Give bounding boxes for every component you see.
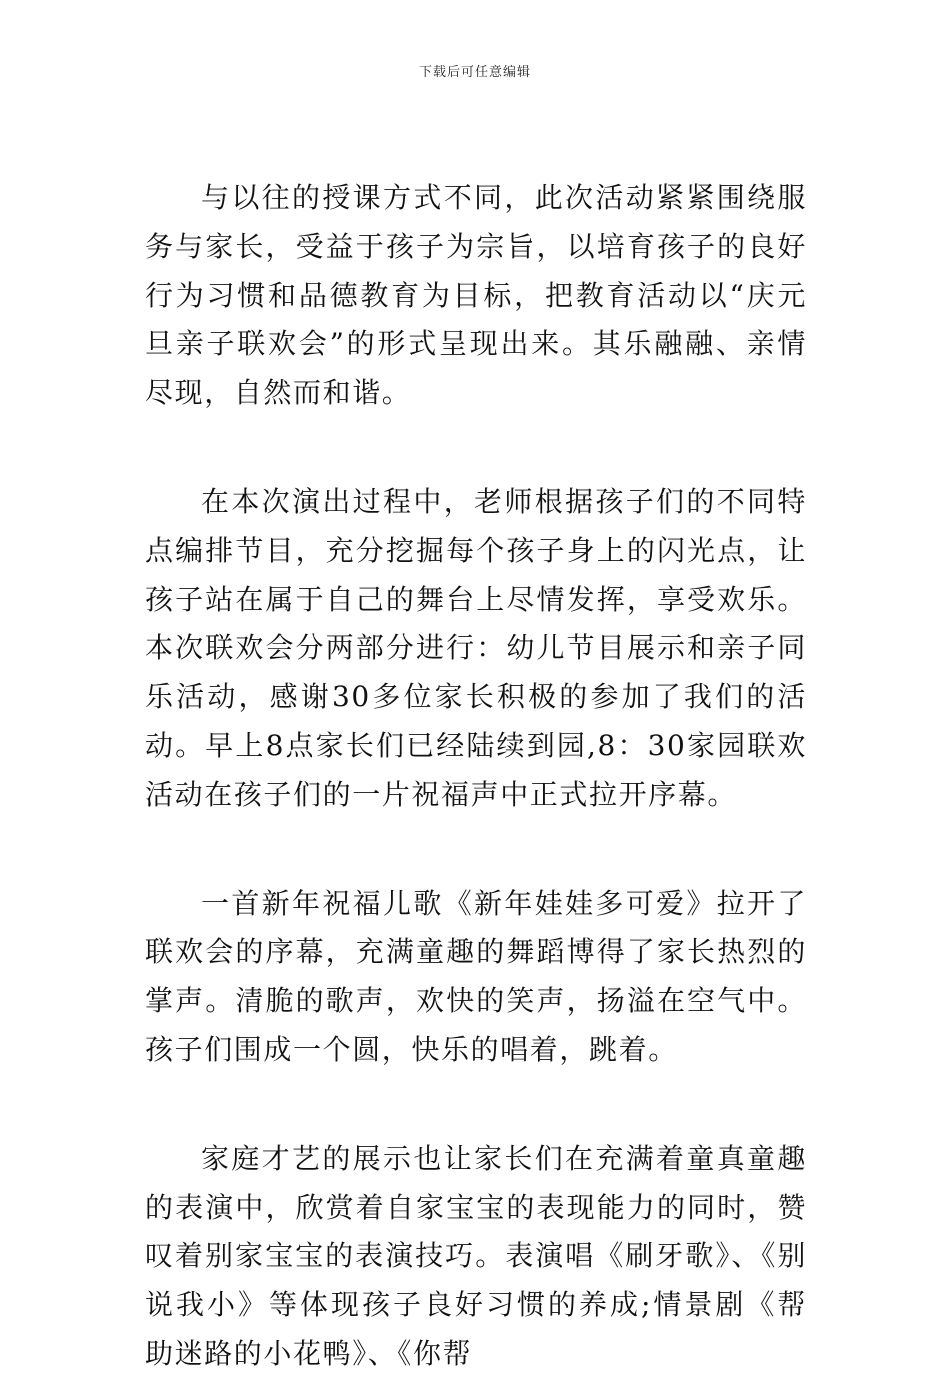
paragraph-3: 一首新年祝福儿歌《新年娃娃多可爱》拉开了联欢会的序幕，充满童趣的舞蹈博得了家长热烈的掌声。清脆的歌声，欢快的笑声，扬溢在空气中。孩子们围成一个圆，快乐的唱着，跳着。 [145,886,807,1066]
paragraph-1: 与以往的授课方式不同，此次活动紧紧围绕服务与家长，受益于孩子为宗旨，以培育孩子的良好行为习惯和品德教育为目标，把教育活动以“庆元旦亲子联欢会”的形式呈现出来。其乐融融、亲情尽现，自然而和谐。 [145,181,807,410]
paragraph-2: 在本次演出过程中，老师根据孩子们的不同特点编排节目，充分挖掘每个孩子身上的闪光点，让孩子站在属于自己的舞台上尽情发挥，享受欢乐。本次联欢会分两部分进行：幼儿节目展示和亲子同乐活动，感谢30多位家长积极的参加了我们的活动。早上8点家长们已经陆续到园,8：30家园联欢活动在孩子们的一片祝福声中正式拉开序幕。 [145,484,807,811]
paragraph-4: 家庭才艺的展示也让家长们在充满着童真童趣的表演中，欣赏着自家宝宝的表现能力的同时，赞叹着别家宝宝的表演技巧。表演唱《刷牙歌》、《别说我小》等体现孩子良好习惯的养成;情景剧《帮助迷路的小花鸭》、《你帮 [145,1141,807,1370]
document-body [145,174,807,1379]
page-header: 下载后可任意编辑 [418,65,531,80]
